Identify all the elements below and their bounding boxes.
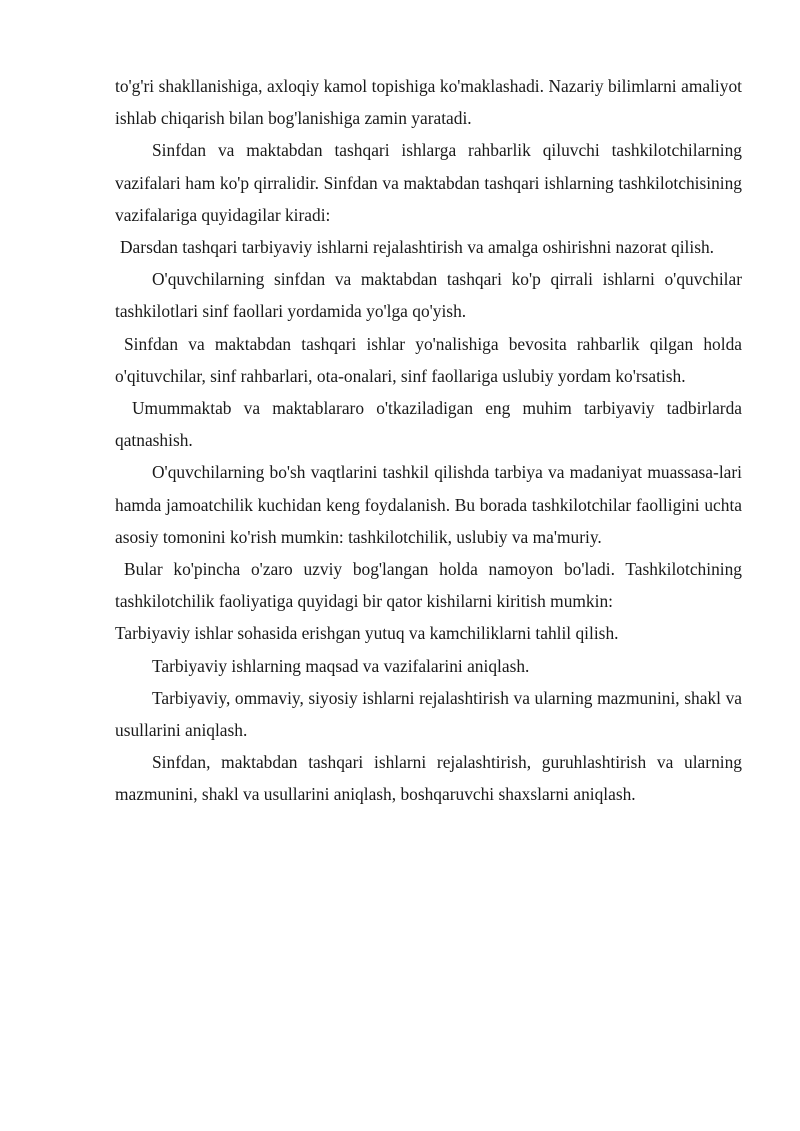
document-page: [115, 70, 742, 811]
paragraph-4: O'quvchilarning sinfdan va maktabdan tashqari ko'p qirrali ishlarni o'quvchilar tashkilotlari sinf faollari yordamida yo'lga qo'yish.: [115, 269, 742, 322]
paragraph-7: O'quvchilarning bo'sh vaqtlarini tashkil qilishda tarbiya va madaniyat muassasa-lari hamda jamoatchilik kuchidan keng foydalanish. Bu borada tashkilotchilar faolligini uchta asosiy tomonini ko'rish mumkin: tashkilotchilik, uslubiy va ma'muriy.: [115, 462, 742, 547]
paragraph-8: Bular ko'pincha o'zaro uzviy bog'langan holda namoyon bo'ladi. Tashkilotchining tashkilotchilik faoliyatiga quyidagi bir qator kishilarni kiritish mumkin:: [115, 559, 742, 612]
paragraph-6: Umummaktab va maktablararo o'tkaziladigan eng muhim tarbiyaviy tadbirlarda qatnashish.: [115, 398, 742, 451]
paragraph-2: Sinfdan va maktabdan tashqari ishlarga rahbarlik qiluvchi tashkilotchilarning vazifalari ham ko'p qirralidir. Sinfdan va maktabdan tashqari ishlarning tashkilotchisining vazifalariga quyidagilar kiradi:: [115, 140, 742, 225]
paragraph-12: Sinfdan, maktabdan tashqari ishlarni rejalashtirish, guruhlashtirish va ularning mazmunini, shakl va usullarini aniqlash, boshqaruvchi shaxslarni aniqlash.: [115, 752, 742, 805]
paragraph-10: Tarbiyaviy ishlarning maqsad va vazifalarini aniqlash.: [152, 655, 530, 676]
paragraph-3: Darsdan tashqari tarbiyaviy ishlarni rejalashtirish va amalga oshirishni nazorat qilish.: [120, 237, 715, 258]
paragraph-9: Tarbiyaviy ishlar sohasida erishgan yutuq va kamchiliklarni tahlil qilish.: [115, 623, 619, 644]
paragraph-5: Sinfdan va maktabdan tashqari ishlar yo'nalishiga bevosita rahbarlik qilgan holda o'qituvchilar, sinf rahbarlari, ota-onalari, sinf faollariga uslubiy yordam ko'rsatish.: [115, 333, 742, 386]
paragraph-11: Tarbiyaviy, ommaviy, siyosiy ishlarni rejalashtirish va ularning mazmunini, shakl va usullarini aniqlash.: [115, 687, 742, 741]
paragraph-1: to'g'ri shakllanishiga, axloqiy kamol topishiga ko'maklashadi. Nazariy bilimlarni amaliyot ishlab chiqarish bilan bog'lanishiga zamin yaratadi.: [115, 76, 742, 129]
